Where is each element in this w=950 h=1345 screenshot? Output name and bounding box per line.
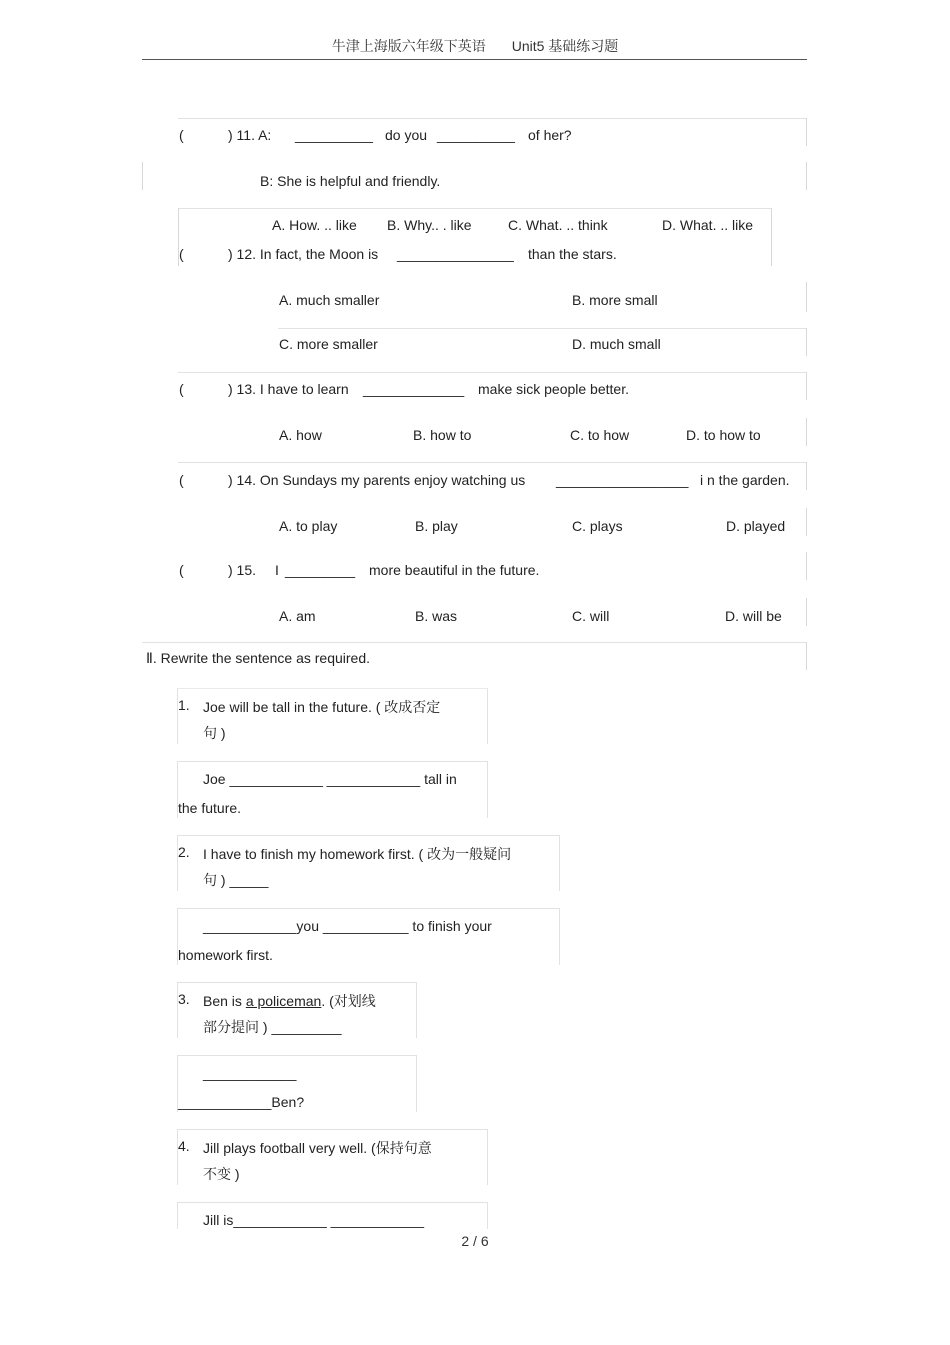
table-border <box>178 208 772 209</box>
q13-option-c: C. to how <box>570 427 630 443</box>
table-border <box>806 598 807 626</box>
rewrite-answer-4-line-1: Jill is____________ ____________ <box>203 1212 425 1228</box>
header-unit: Unit5 基础练习题 <box>511 38 619 54</box>
q15-paren: ( <box>179 562 184 578</box>
q14-option-c: C. plays <box>572 518 623 534</box>
q13-option-a: A. how <box>279 427 322 443</box>
q14-option-d: D. played <box>726 518 786 534</box>
q12-option-a: A. much smaller <box>279 292 380 308</box>
q12-option-b: B. more small <box>572 292 658 308</box>
table-border <box>278 328 807 329</box>
q13-label: ) 13. I have to learn <box>228 381 349 397</box>
rewrite-item-3-underlined: a policeman <box>245 993 322 1009</box>
table-border <box>806 508 807 536</box>
rewrite-item-1-num: 1. <box>178 697 190 713</box>
q14-option-b: B. play <box>415 518 458 534</box>
q13-blank: _____________ <box>363 381 465 397</box>
table-border <box>806 418 807 446</box>
q14-option-a: A. to play <box>279 518 338 534</box>
q15-subject: I <box>275 562 279 578</box>
table-border <box>806 552 807 580</box>
rewrite-item-1-line-2: 句 ) <box>203 725 226 741</box>
rewrite-item-2-line-1: I have to finish my homework first. ( 改为一般疑问 <box>203 846 512 862</box>
q11-option-c: C. What. .. think <box>508 217 608 233</box>
q12-end: than the stars. <box>528 246 617 262</box>
table-border <box>806 642 807 670</box>
rewrite-item-4-num: 4. <box>178 1138 190 1154</box>
rewrite-answer-2-line-2: homework first. <box>178 947 273 963</box>
q15-blank: _________ <box>285 562 356 578</box>
q13-option-b: B. how to <box>413 427 472 443</box>
rewrite-item-3-post: . (对划线 <box>321 993 376 1009</box>
table-border <box>806 162 807 190</box>
header-rule <box>142 59 807 60</box>
rewrite-item-2-num: 2. <box>178 844 190 860</box>
q12-option-d: D. much small <box>572 336 661 352</box>
q11-paren: ( <box>179 127 184 143</box>
q12-option-c: C. more smaller <box>279 336 378 352</box>
q11-blank-1: __________ <box>295 127 373 143</box>
page-header <box>0 36 950 56</box>
q15-option-a: A. am <box>279 608 316 624</box>
rewrite-answer-3-line-1: ____________ <box>203 1065 297 1081</box>
q15-option-c: C. will <box>572 608 610 624</box>
rewrite-item-4-line-2: 不变 ) <box>203 1166 240 1182</box>
page-number: 2 / 6 <box>461 1233 489 1249</box>
table-border <box>806 118 807 146</box>
q11-b-line: B: She is helpful and friendly. <box>260 173 441 189</box>
rewrite-answer-3-line-2: ____________Ben? <box>178 1094 305 1110</box>
q12-label: ) 12. In fact, the Moon is <box>228 246 379 262</box>
q11-option-a: A. How. .. like <box>272 217 357 233</box>
table-border <box>178 372 807 373</box>
q13-paren: ( <box>179 381 184 397</box>
section-2-title: Ⅱ. Rewrite the sentence as required. <box>146 650 371 666</box>
rewrite-item-2-line-2: 句 ) _____ <box>203 872 269 888</box>
q12-paren: ( <box>179 246 184 262</box>
q14-label: ) 14. On Sundays my parents enjoy watching us <box>228 472 526 488</box>
rewrite-answer-1-line-2: the future. <box>178 800 242 816</box>
q13-end: make sick people better. <box>478 381 629 397</box>
table-border <box>178 462 807 463</box>
q14-blank: _________________ <box>556 472 689 488</box>
rewrite-item-3-num: 3. <box>178 991 190 1007</box>
rewrite-item-3-pre: Ben is <box>203 993 246 1009</box>
table-border <box>806 282 807 312</box>
table-border <box>806 462 807 490</box>
rewrite-item-3-line-1 <box>203 991 376 1011</box>
q14-end: i n the garden. <box>700 472 790 488</box>
rewrite-item-4-line-1: Jill plays football very well. (保持句意 <box>203 1140 432 1156</box>
rewrite-answer-2-line-1: ____________you ___________ to finish your <box>203 918 492 934</box>
q11-option-b: B. Why.. . like <box>387 217 472 233</box>
table-border <box>806 372 807 400</box>
rewrite-item-1-line-1: Joe will be tall in the future. ( 改成否定 <box>203 699 441 715</box>
header-title: 牛津上海版六年级下英语 <box>331 38 486 54</box>
q12-blank: _______________ <box>397 246 514 262</box>
q14-paren: ( <box>179 472 184 488</box>
q11-blank-2: __________ <box>437 127 515 143</box>
q11-option-d: D. What. .. like <box>662 217 754 233</box>
table-border <box>178 118 807 119</box>
q15-option-b: B. was <box>415 608 458 624</box>
rewrite-answer-1-line-1: Joe ____________ ____________ tall in <box>203 771 457 787</box>
q15-label: ) 15. <box>228 562 257 578</box>
table-border <box>142 162 143 190</box>
q13-option-d: D. to how to <box>686 427 761 443</box>
table-border <box>771 208 772 266</box>
q11-end: of her? <box>528 127 572 143</box>
rewrite-item-3-line-2: 部分提问 ) _________ <box>203 1019 342 1035</box>
table-border <box>806 328 807 356</box>
q11-mid: do you <box>385 127 428 143</box>
table-border <box>142 642 807 643</box>
q15-end: more beautiful in the future. <box>369 562 540 578</box>
q11-label: ) 11. A: <box>228 127 272 143</box>
q15-option-d: D. will be <box>725 608 782 624</box>
